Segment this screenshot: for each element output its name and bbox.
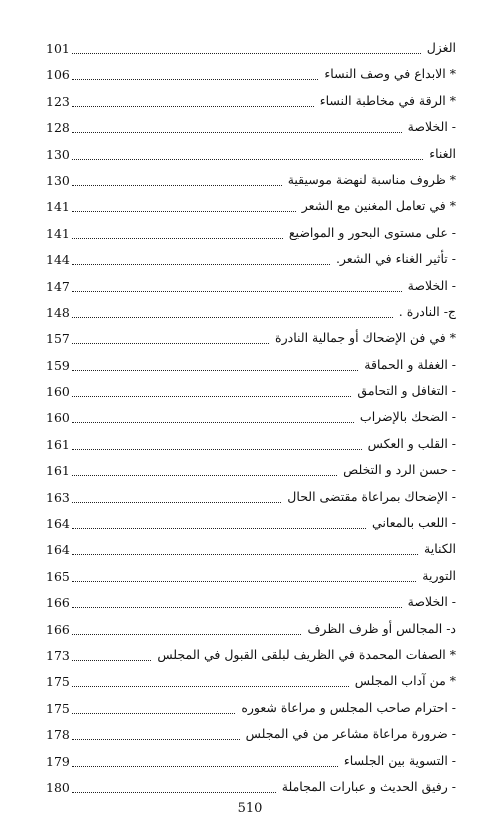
toc-entry — [46, 671, 456, 697]
toc-entry-title: - الإضحاك بمراعاة مقتضى الحال — [287, 488, 456, 504]
dot-leader — [72, 713, 235, 714]
toc-entry — [46, 355, 456, 381]
toc-entry — [46, 196, 456, 222]
toc-entry-title: الكناية — [424, 541, 456, 557]
toc-page-number: 163 — [46, 489, 70, 505]
toc-entry — [46, 698, 456, 724]
dot-leader — [72, 686, 349, 687]
toc-page-number: 161 — [46, 436, 70, 452]
toc-entry — [46, 777, 456, 803]
toc-entry — [46, 407, 456, 433]
toc-page-number: 175 — [46, 674, 70, 690]
toc-entry-title: - احترام صاحب المجلس و مراعاة شعوره — [241, 699, 456, 715]
toc-page-number: 130 — [46, 146, 70, 162]
dot-leader — [72, 422, 354, 423]
toc-entry — [46, 619, 456, 645]
toc-entry — [46, 592, 456, 618]
toc-page-number: 160 — [46, 410, 70, 426]
toc-entry-title: - اللعب بالمعاني — [372, 515, 456, 531]
toc-entry — [46, 276, 456, 302]
toc-page-number: 180 — [46, 779, 70, 795]
toc-entry — [46, 302, 456, 328]
toc-page-number: 178 — [46, 727, 70, 743]
toc-page-number: 159 — [46, 357, 70, 373]
toc-entry-title: * الصفات المحمدة في الظريف لبلقى القبول في المجلس — [157, 646, 456, 662]
dot-leader — [72, 554, 418, 555]
toc-page-number: 141 — [46, 225, 70, 241]
toc-entry-title: - الضحك بالإضراب — [359, 409, 456, 425]
toc-entry-title: الغزل — [426, 40, 456, 55]
dot-leader — [72, 53, 421, 54]
toc-page-number: 106 — [46, 67, 70, 83]
dot-leader — [72, 449, 362, 450]
toc-entry — [46, 751, 456, 777]
toc-page-number: 165 — [46, 568, 70, 584]
dot-leader — [72, 159, 423, 160]
dot-leader — [72, 396, 351, 397]
toc-page-number: 175 — [46, 700, 70, 716]
toc-entry-title: - حسن الرد و التخلص — [343, 462, 456, 478]
toc-entry — [46, 566, 456, 592]
toc-entry-title: ج- النادرة . — [398, 303, 456, 319]
toc-entry-title: - التغافل و التحامق — [357, 383, 456, 399]
dot-leader — [72, 739, 240, 740]
toc-page-number: 166 — [46, 621, 70, 637]
toc-page-number: 157 — [46, 331, 70, 347]
toc-entry-title: - رفيق الحديث و عبارات المجاملة — [281, 778, 456, 794]
toc-entry-title: - تأثير الغناء في الشعر. — [335, 251, 456, 267]
toc-entry-title: - القلب و العكس — [367, 435, 456, 451]
toc-entry-title: - الغفلة و الحماقة — [364, 356, 456, 372]
toc-entry-title: * من آداب المجلس — [354, 673, 456, 689]
toc-page-number: 173 — [46, 647, 70, 663]
toc-entry — [46, 487, 456, 513]
toc-entry — [46, 460, 456, 486]
toc-entry-title: * في تعامل المغنين مع الشعر — [301, 198, 456, 214]
toc-page-number: 166 — [46, 595, 70, 611]
toc-entry-title: * الرقة في مخاطبة النساء — [319, 92, 456, 108]
toc-entry-title: - على مستوى البحور و المواضيع — [288, 224, 456, 240]
toc-entry-title: - ضرورة مراعاة مشاعر من في المجلس — [245, 726, 456, 742]
dot-leader — [72, 79, 318, 80]
dot-leader — [72, 238, 283, 239]
toc-entry-title: - الخلاصة — [407, 277, 456, 293]
toc-entry — [46, 539, 456, 565]
toc-entry — [46, 434, 456, 460]
toc-entry — [46, 38, 456, 64]
toc-page-number: 179 — [46, 753, 70, 769]
table-of-contents — [46, 38, 456, 803]
toc-entry-title: التورية — [422, 567, 456, 583]
dot-leader — [72, 106, 314, 107]
dot-leader — [72, 211, 296, 212]
dot-leader — [72, 132, 402, 133]
dot-leader — [72, 317, 393, 318]
toc-entry — [46, 381, 456, 407]
toc-entry — [46, 223, 456, 249]
toc-entry — [46, 64, 456, 90]
dot-leader — [72, 185, 282, 186]
toc-entry-title: * ظروف مناسبة لنهضة موسيقية — [287, 171, 456, 187]
toc-page-number: 123 — [46, 93, 70, 109]
toc-entry — [46, 144, 456, 170]
toc-entry-title: - الخلاصة — [407, 594, 456, 610]
toc-page-number: 160 — [46, 384, 70, 400]
dot-leader — [72, 343, 269, 344]
toc-entry-title: * في فن الإضحاك أو جمالية النادرة — [275, 330, 456, 346]
toc-entry-title: الغناء — [429, 145, 456, 161]
toc-page-number: 130 — [46, 172, 70, 188]
page-number: 510 — [237, 801, 263, 816]
dot-leader — [72, 660, 151, 661]
toc-page-number: 147 — [46, 278, 70, 294]
dot-leader — [72, 475, 337, 476]
toc-page-number: 148 — [46, 304, 70, 320]
toc-page-number: 164 — [46, 542, 70, 558]
dot-leader — [72, 370, 358, 371]
dot-leader — [72, 264, 330, 265]
dot-leader — [72, 766, 338, 767]
toc-entry — [46, 645, 456, 671]
dot-leader — [72, 634, 301, 635]
dot-leader — [72, 291, 402, 292]
dot-leader — [72, 502, 281, 503]
toc-entry — [46, 91, 456, 117]
toc-page-number: 144 — [46, 252, 70, 268]
toc-entry — [46, 117, 456, 143]
toc-entry-title: - التسوية بين الجلساء — [343, 752, 456, 768]
toc-entry — [46, 724, 456, 750]
toc-page-number: 101 — [46, 41, 70, 56]
dot-leader — [72, 607, 402, 608]
toc-entry-title: * الابداع في وصف النساء — [324, 66, 456, 82]
toc-entry — [46, 170, 456, 196]
toc-page-number: 161 — [46, 463, 70, 479]
toc-page-number: 128 — [46, 120, 70, 136]
dot-leader — [72, 581, 416, 582]
toc-entry — [46, 328, 456, 354]
dot-leader — [72, 528, 366, 529]
toc-page-number: 141 — [46, 199, 70, 215]
toc-entry — [46, 513, 456, 539]
toc-page-number: 164 — [46, 516, 70, 532]
toc-entry — [46, 249, 456, 275]
toc-entry-title: د- المجالس أو ظرف الظرف — [307, 620, 456, 636]
toc-entry-title: - الخلاصة — [407, 119, 456, 135]
dot-leader — [72, 792, 276, 793]
